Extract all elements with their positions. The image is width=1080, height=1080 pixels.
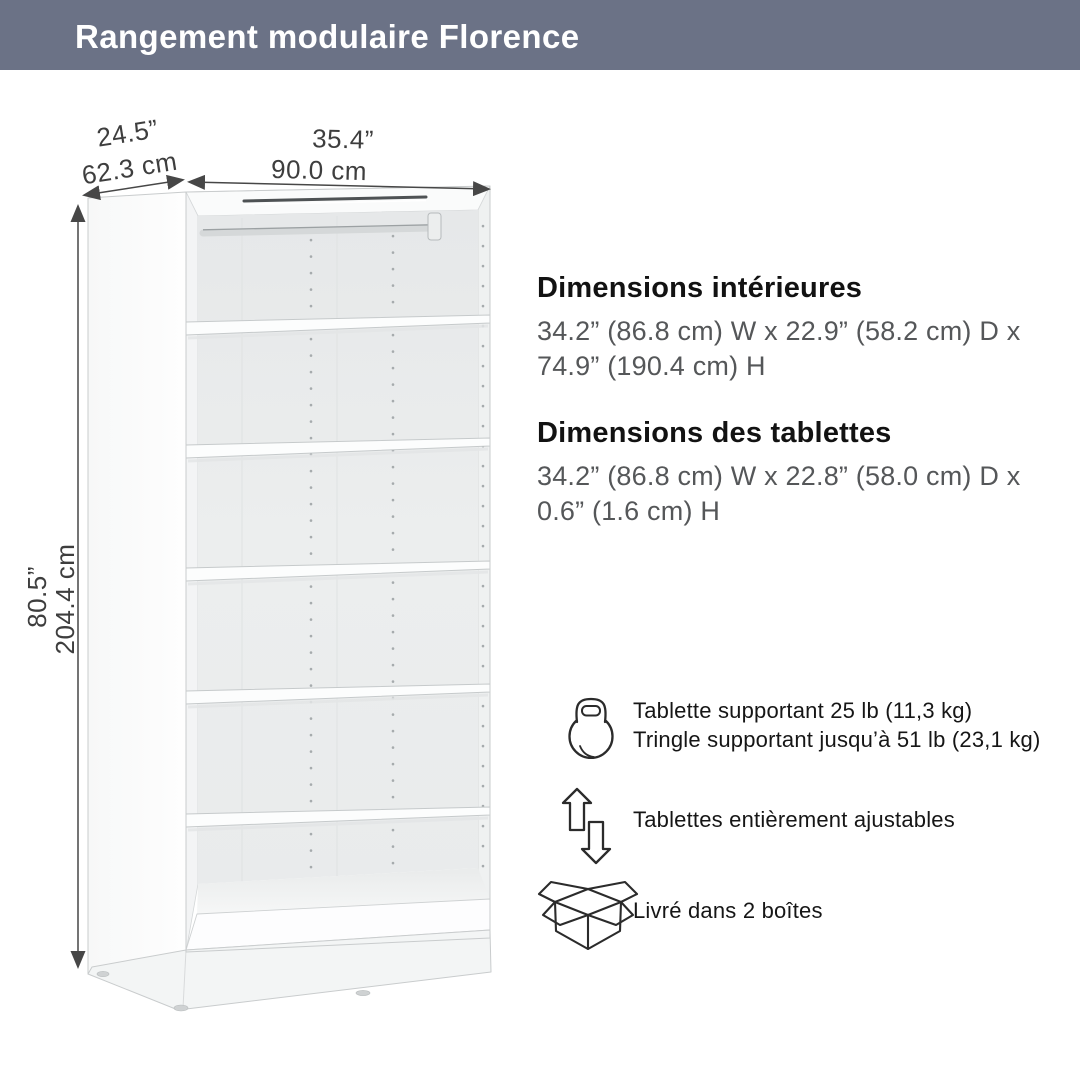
cabinet-back-panel: [198, 210, 478, 884]
shelf-dimensions-section: [537, 417, 1057, 529]
feature-box-count: [633, 896, 823, 925]
feature-line: Tablette supportant 25 lb (11,3 kg): [633, 698, 973, 723]
interior-dimensions-section: [537, 272, 1057, 384]
open-box-icon: [539, 882, 637, 949]
feature-icons: [539, 699, 637, 949]
dimension-line: 34.2” (86.8 cm) W x 22.9” (58.2 cm) D x: [537, 316, 1021, 346]
feature-adjustable-shelves: [633, 805, 955, 834]
dimension-line: 0.6” (1.6 cm) H: [537, 496, 721, 526]
arrows-up-down-icon: [563, 789, 610, 863]
dimension-line: 74.9” (190.4 cm) H: [537, 351, 766, 381]
page-title: Rangement modulaire Florence: [75, 18, 580, 55]
kettlebell-icon: [570, 699, 613, 758]
section-heading: Dimensions intérieures: [537, 272, 863, 304]
width-label-in: 35.4”: [311, 123, 375, 155]
cabinet-left-panel: [88, 192, 186, 974]
feature-line: Livré dans 2 boîtes: [633, 898, 823, 923]
wardrobe-drawing: [88, 186, 491, 1011]
feature-line: Tablettes entièrement ajustables: [633, 807, 955, 832]
feature-line: Tringle supportant jusqu’à 51 lb (23,1 kg): [633, 727, 1041, 752]
height-label-in: 80.5”: [22, 566, 52, 628]
dimension-line: 34.2” (86.8 cm) W x 22.8” (58.0 cm) D x: [537, 461, 1021, 491]
width-label-cm: 90.0 cm: [270, 153, 368, 187]
depth-label-cm: 62.3 cm: [79, 145, 180, 191]
rod-bracket: [428, 213, 441, 240]
feature-weight-capacity: [633, 696, 1040, 754]
height-label-cm: 204.4 cm: [50, 543, 80, 655]
depth-label-in: 24.5”: [94, 113, 161, 153]
section-heading: Dimensions des tablettes: [537, 417, 892, 449]
